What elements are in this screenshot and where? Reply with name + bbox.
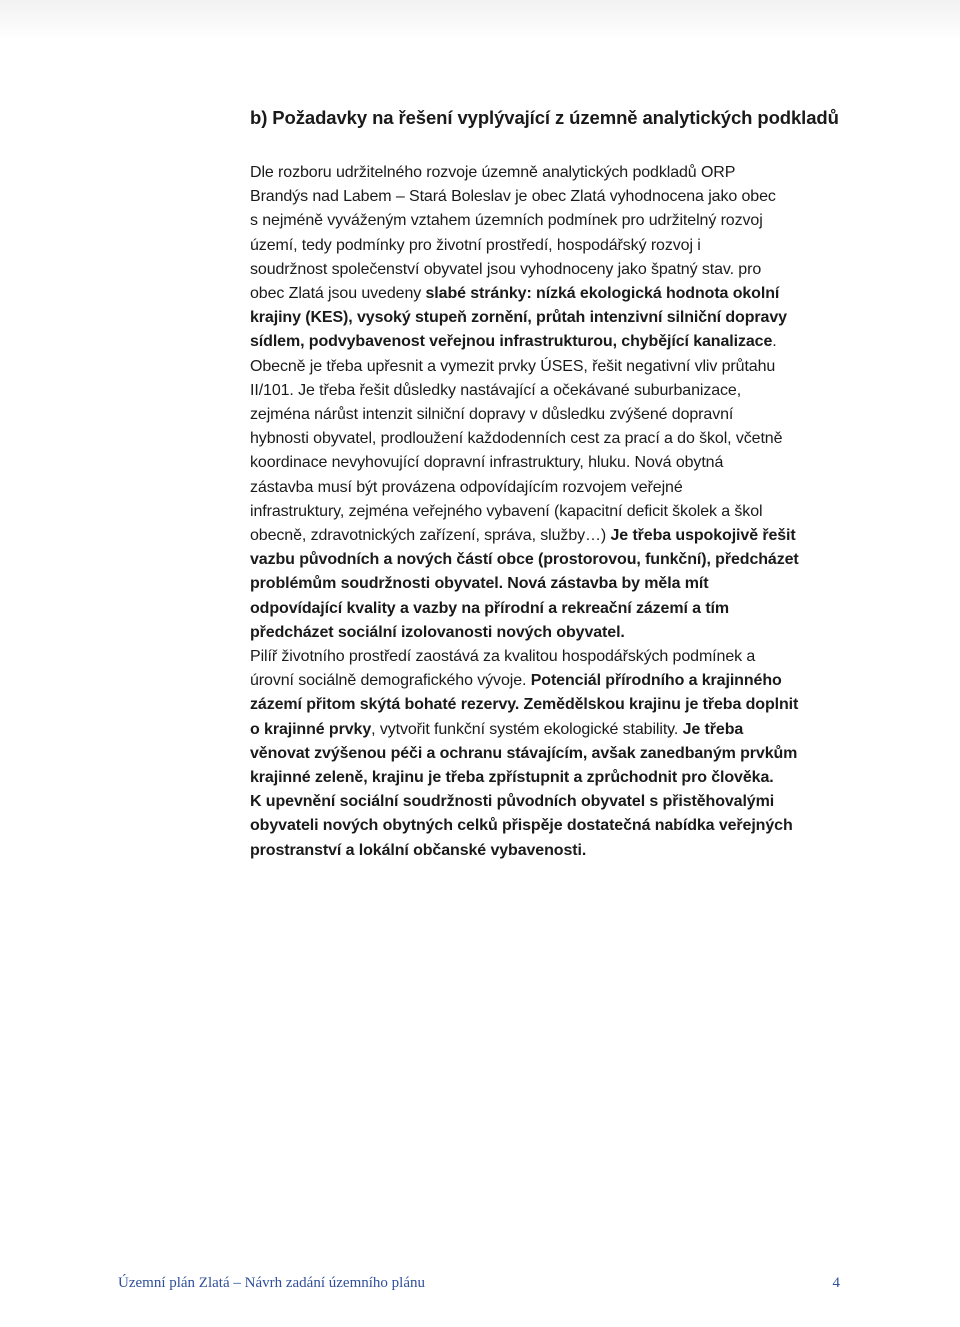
bold-text-run: K upevnění sociální soudržnosti původních obyvatel s přistěhovalými <box>250 793 775 811</box>
text-run: obecně, zdravotnických zařízení, správa, služby…) <box>250 527 611 545</box>
text-line <box>250 669 850 693</box>
text-line <box>250 742 850 766</box>
bold-text-run: Je třeba uspokojivě řešit <box>610 527 796 545</box>
text-run: zejména nárůst intenzit silniční dopravy v důsledku zvýšené dopravní <box>250 406 734 424</box>
text-line <box>250 476 850 500</box>
bold-text-run: o krajinné prvky <box>250 720 372 738</box>
bold-text-run: věnovat zvýšenou péči a ochranu stávajícím, avšak zanedbaným prvkům <box>250 744 798 762</box>
bold-text-run: sídlem, podvybavenost veřejnou infrastrukturou, chybějící kanalizace <box>250 333 773 351</box>
text-line <box>250 427 850 451</box>
text-line <box>250 161 850 185</box>
text-line <box>250 548 850 572</box>
text-run: Dle rozboru udržitelného rozvoje územně analytických podkladů ORP <box>250 164 736 181</box>
text-line <box>250 693 850 717</box>
text-line <box>250 258 850 282</box>
text-line <box>250 379 850 403</box>
text-line <box>250 282 850 306</box>
text-line <box>250 597 850 621</box>
text-line <box>250 621 850 645</box>
text-line <box>250 330 850 354</box>
text-line <box>250 234 850 258</box>
text-run: Brandýs nad Labem – Stará Boleslav je obec Zlatá vyhodnocena jako obec <box>250 188 776 206</box>
footer-title: Územní plán Zlatá – Návrh zadání územního plánu <box>118 1275 425 1291</box>
bold-text-run: Je třeba <box>682 720 744 738</box>
text-line <box>250 814 850 838</box>
text-line <box>250 524 850 548</box>
text-line <box>250 500 850 524</box>
text-line <box>250 790 850 814</box>
text-run: zástavba musí být provázena odpovídajícím rozvojem veřejné <box>250 478 683 496</box>
text-line <box>250 718 850 742</box>
text-run: koordinace nevyhovující dopravní infrastruktury, hluku. Nová obytná <box>250 454 724 472</box>
text-line <box>250 209 850 233</box>
bold-text-run: Potenciál přírodního a krajinného <box>530 672 782 690</box>
text-run: , vytvořit funkční systém ekologické stability. <box>371 720 683 738</box>
text-line <box>250 403 850 427</box>
body-paragraph <box>250 161 850 863</box>
text-line <box>250 572 850 596</box>
text-line <box>250 355 850 379</box>
text-run: obec Zlatá jsou uvedeny <box>250 285 426 303</box>
text-run: . <box>772 333 777 351</box>
document-page <box>250 104 850 863</box>
bold-text-run: obyvateli nových obytných celků přispěje dostatečná nabídka veřejných <box>250 817 793 835</box>
bold-text-run: odpovídající kvality a vazby na přírodní a rekreační zázemí a tím <box>250 599 730 617</box>
section-heading: b) Požadavky na řešení vyplývající z územně analytických podkladů <box>250 107 839 128</box>
text-line <box>250 645 850 669</box>
text-line <box>250 766 850 790</box>
text-run: infrastruktury, zejména veřejného vybavení (kapacitní deficit školek a škol <box>250 502 763 520</box>
bold-text-run: prostranství a lokální občanské vybavenosti. <box>250 841 587 859</box>
text-run: II/101. Je třeba řešit důsledky nastávající a očekávané suburbanizace, <box>250 381 742 399</box>
text-run: soudržnost společenství obyvatel jsou vyhodnoceny jako špatný stav. pro <box>250 260 762 278</box>
bold-text-run: problémům soudržnosti obyvatel. Nová zástavba by měla mít <box>250 575 709 593</box>
bold-text-run: krajiny (KES), vysoký stupeň zornění, průtah intenzivní silniční dopravy <box>250 309 787 327</box>
bold-text-run: zázemí přitom skýtá bohaté rezervy. Zemědělskou krajinu je třeba doplnit <box>250 696 799 714</box>
bold-text-run: krajinné zeleně, krajinu je třeba zpřístupnit a zprůchodnit pro člověka. <box>250 769 774 787</box>
text-line <box>250 306 850 330</box>
bold-text-run: vazbu původních a nových částí obce (prostorovou, funkční), předcházet <box>250 551 799 569</box>
bold-text-run: předcházet sociální izolovanosti nových obyvatel. <box>250 623 625 641</box>
text-run: území, tedy podmínky pro životní prostředí, hospodářský rozvoj i <box>250 236 701 254</box>
text-run: hybnosti obyvatel, prodloužení každodenních cest za prací a do škol, včetně <box>250 430 783 448</box>
text-line <box>250 185 850 209</box>
bold-text-run: slabé stránky: nízká ekologická hodnota okolní <box>425 285 780 303</box>
text-line <box>250 451 850 475</box>
scan-edge-shadow <box>0 0 960 40</box>
text-line <box>250 839 850 863</box>
page-number: 4 <box>832 1275 840 1291</box>
text-run: Obecně je třeba upřesnit a vymezit prvky ÚSES, řešit negativní vliv průtahu <box>250 357 776 375</box>
text-run: s nejméně vyváženým vztahem územních podmínek pro udržitelný rozvoj <box>250 212 763 230</box>
text-run: Pilíř životního prostředí zaostává za kvalitou hospodářských podmínek a <box>250 648 756 666</box>
text-run: úrovní sociálně demografického vývoje. <box>250 672 531 690</box>
